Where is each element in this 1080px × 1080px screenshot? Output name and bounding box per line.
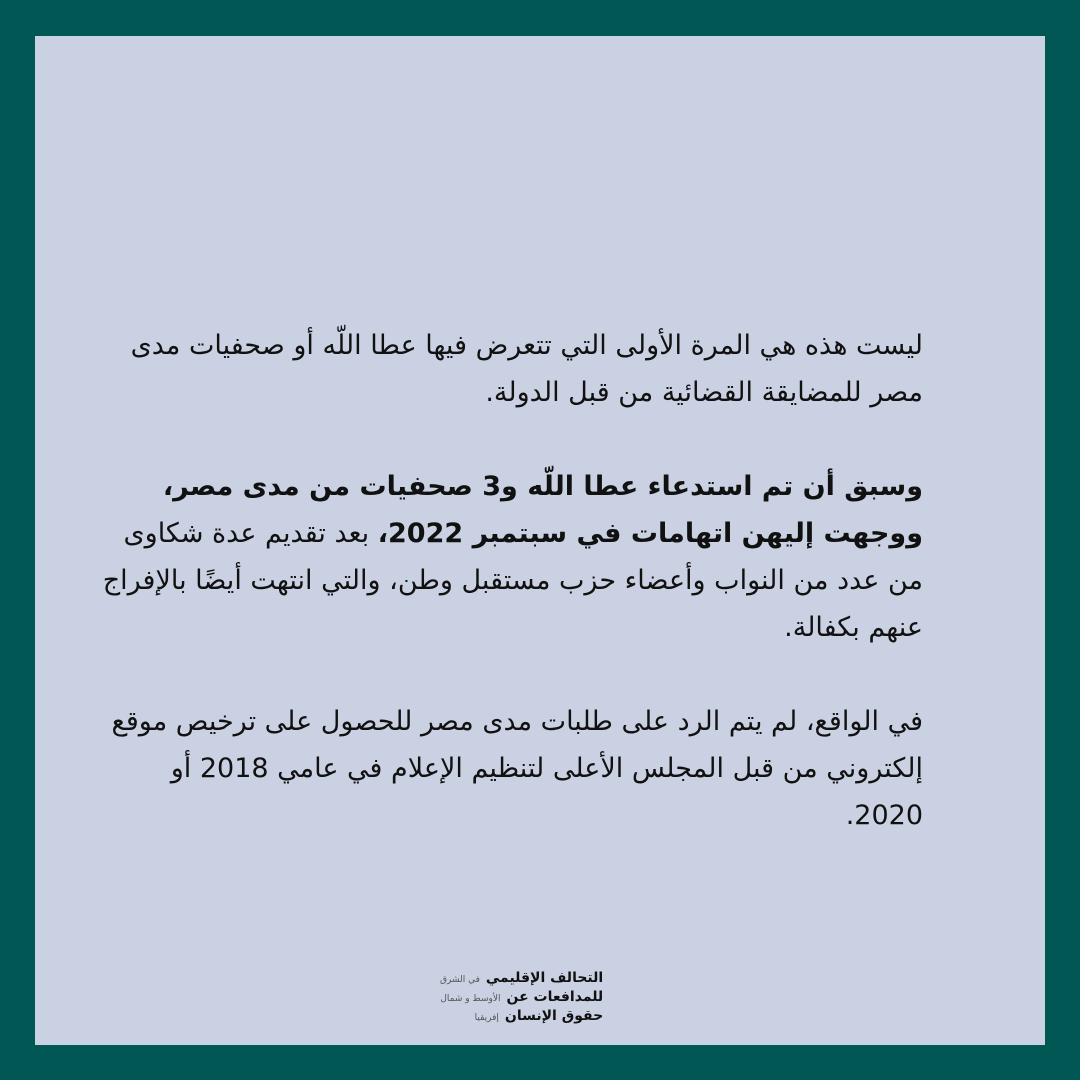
content-card <box>35 36 1045 1045</box>
logo-line-2-sub: الأوسط و شمال <box>440 994 501 1004</box>
logo-line-3-sub: إفريقيا <box>474 1013 499 1023</box>
logo-line-2 <box>440 990 603 1007</box>
logo-line-3-main: حقوق الإنسان <box>504 1008 604 1024</box>
paragraph-2 <box>93 463 923 651</box>
organization-logo <box>440 971 603 1026</box>
logo-line-3 <box>440 1009 603 1026</box>
paragraph-1 <box>93 322 923 416</box>
article-text <box>93 322 923 839</box>
paragraph-2-text: بعد تقديم عدة شكاوى من عدد من النواب وأعضاء حزب مستقبل وطن، والتي انتهت أيضًا بالإفراج عنهم بكفالة. <box>102 518 923 643</box>
paragraph-1-text: ليست هذه هي المرة الأولى التي تتعرض فيها عطا اللّه أو صحفيات مدى مصر للمضايقة القضائية من قبل الدولة. <box>130 330 923 408</box>
paragraph-3 <box>93 698 923 839</box>
logo-line-1-main: التحالف الإقليمي <box>485 970 604 986</box>
logo-line-2-main: للمدافعات عن <box>506 989 604 1005</box>
paragraph-3-text: في الواقع، لم يتم الرد على طلبات مدى مصر للحصول على ترخيص موقع إلكتروني من قبل المجلس الأعلى لتنظيم الإعلام في عامي 2018 أو 2020. <box>111 706 923 831</box>
logo-line-1 <box>440 971 603 988</box>
paragraph-2-bold-text: وسبق أن تم استدعاء عطا اللّه و3 صحفيات من مدى مصر، ووجهت إليهن اتهامات في سبتمبر 2022، <box>162 471 923 549</box>
logo-line-1-sub: في الشرق <box>440 975 480 985</box>
